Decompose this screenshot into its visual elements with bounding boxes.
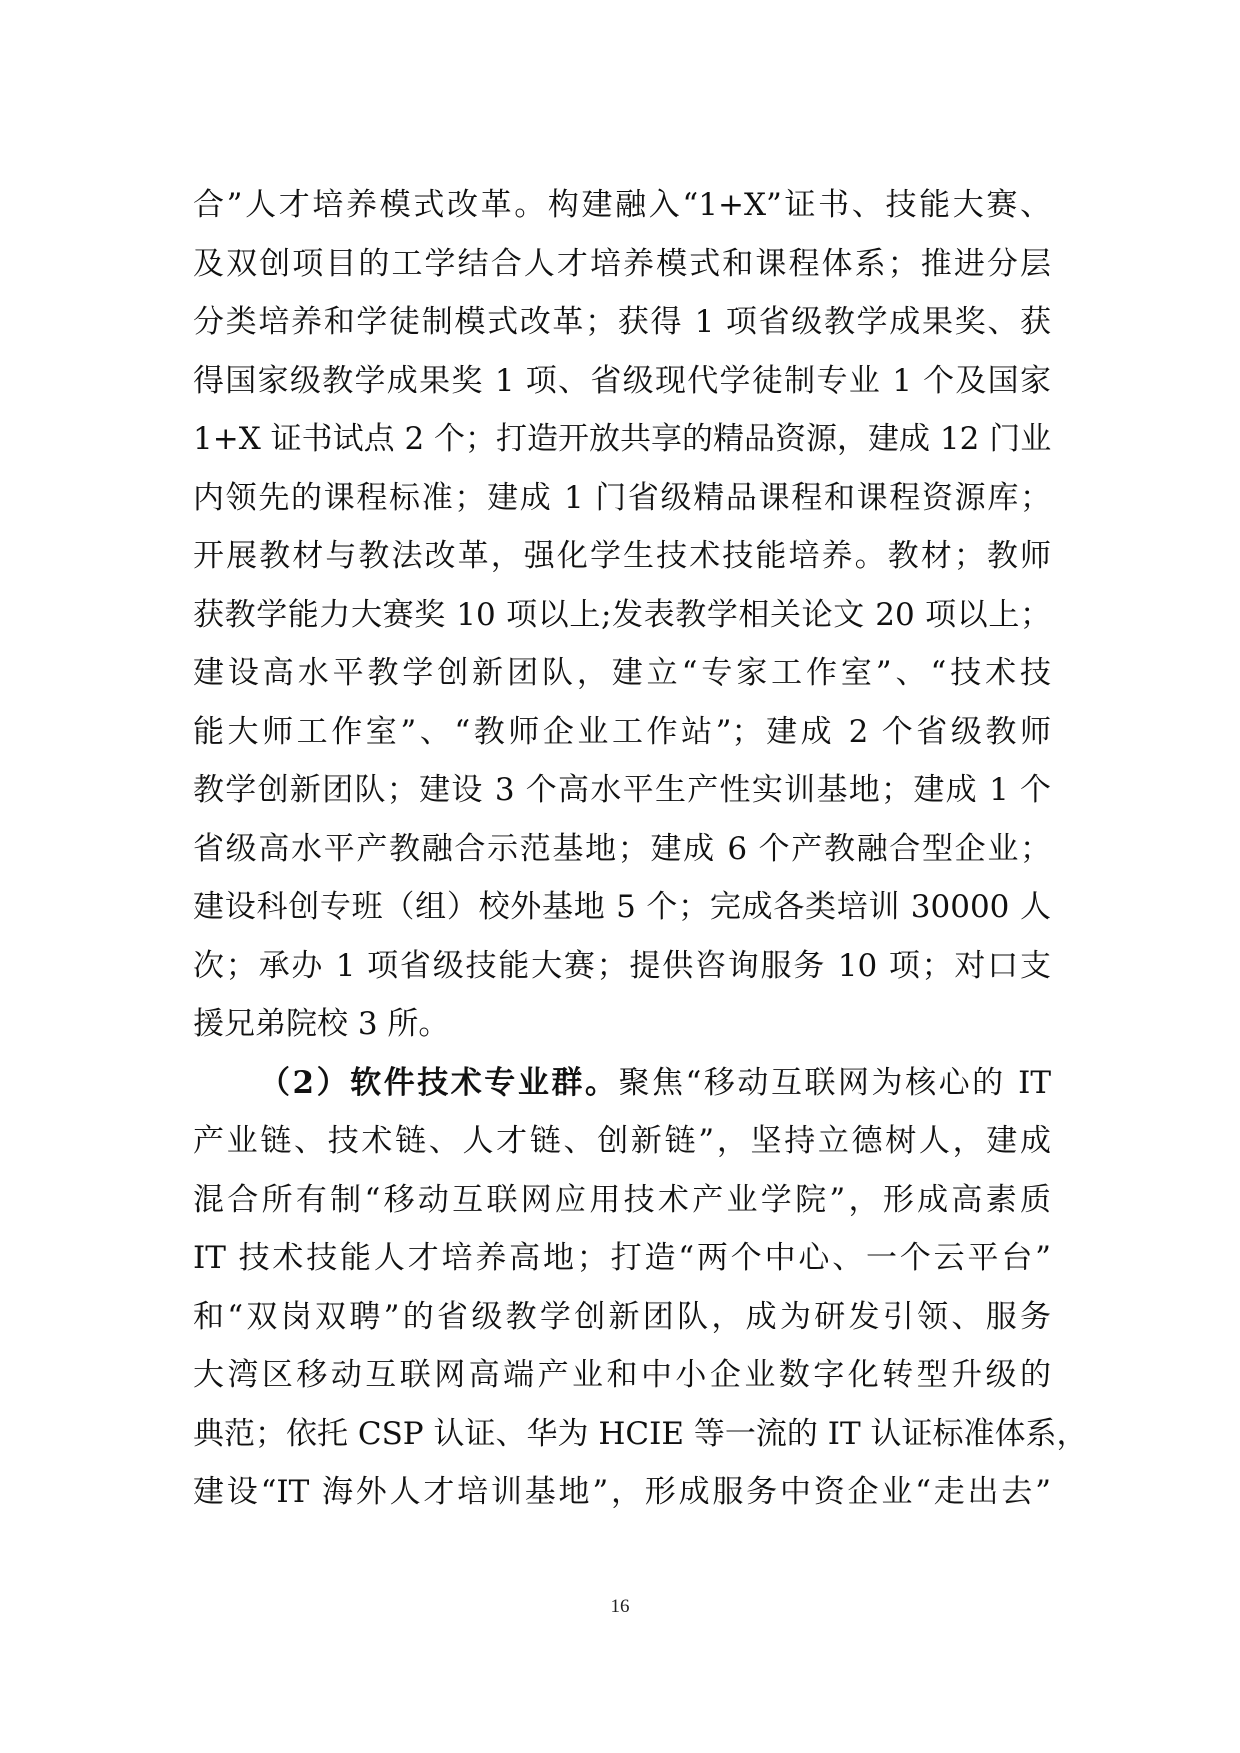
page-number: 16 [610, 1596, 630, 1617]
text-line: 援兄弟院校 3 所。 [193, 1006, 450, 1042]
text-line: 分类培养和学徒制模式改革；获得 1 项省级教学成果奖、获 [193, 304, 1051, 340]
text-line: 省级高水平产教融合示范基地；建成 6 个产教融合型企业； [193, 831, 1051, 867]
text-line: 建设高水平教学创新团队，建立“专家工作室”、“技术技 [193, 655, 1051, 691]
section-first-line-text: 聚焦“移动互联网为核心的 IT [618, 1065, 1051, 1101]
text-line: 1+X 证书试点 2 个；打造开放共享的精品资源，建成 12 门业 [193, 421, 1052, 457]
section-first-line [259, 1059, 1051, 1107]
text-line: 开展教材与教法改革，强化学生技术技能培养。教材；教师 [193, 538, 1051, 574]
text-line: 教学创新团队；建设 3 个高水平生产性实训基地；建成 1 个 [193, 772, 1051, 808]
text-line: 及双创项目的工学结合人才培养模式和课程体系；推进分层 [193, 246, 1051, 282]
text-line: 产业链、技术链、人才链、创新链”，坚持立德树人，建成 [193, 1123, 1051, 1159]
text-line: 建设科创专班（组）校外基地 5 个；完成各类培训 30000 人 [193, 889, 1051, 925]
text-line: 合”人才培养模式改革。构建融入“1+X”证书、技能大赛、 [193, 187, 1051, 223]
text-line: 典范；依托 CSP 认证、华为 HCIE 等一流的 IT 认证标准体系， [193, 1416, 1088, 1452]
text-line: 能大师工作室”、“教师企业工作站”；建成 2 个省级教师 [193, 714, 1051, 750]
text-line: 和“双岗双聘”的省级教学创新团队，成为研发引领、服务 [193, 1299, 1051, 1335]
section-heading: （2）软件技术专业群。 [259, 1065, 619, 1101]
text-line: 混合所有制“移动互联网应用技术产业学院”，形成高素质 [193, 1182, 1051, 1218]
text-line: 获教学能力大赛奖 10 项以上;发表教学相关论文 20 项以上； [193, 597, 1051, 633]
text-line: 大湾区移动互联网高端产业和中小企业数字化转型升级的 [193, 1357, 1051, 1393]
text-line: IT 技术技能人才培养高地；打造“两个中心、一个云平台” [193, 1240, 1051, 1276]
text-line: 建设“IT 海外人才培训基地”，形成服务中资企业“走出去” [193, 1474, 1051, 1510]
text-line: 次；承办 1 项省级技能大赛；提供咨询服务 10 项；对口支 [193, 948, 1051, 984]
text-line: 内领先的课程标准；建成 1 门省级精品课程和课程资源库； [193, 480, 1051, 516]
text-line: 得国家级教学成果奖 1 项、省级现代学徒制专业 1 个及国家 [193, 363, 1051, 399]
